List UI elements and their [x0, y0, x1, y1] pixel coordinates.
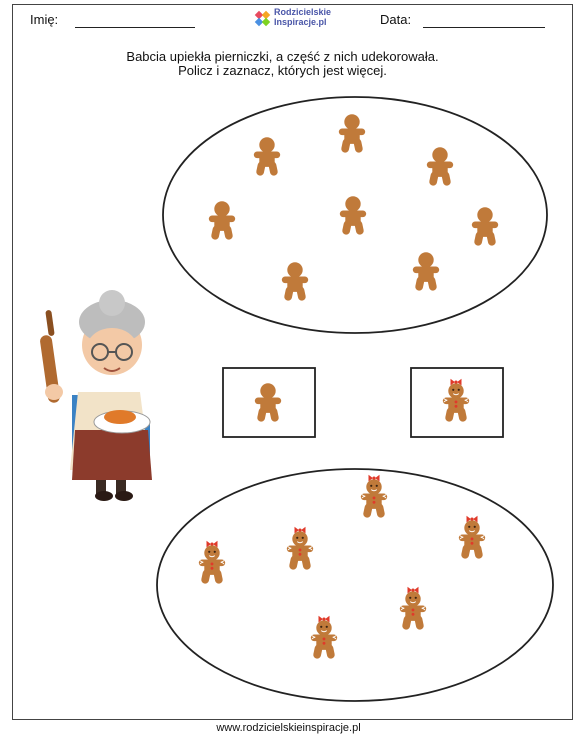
logo-line-1: Rodzicielskie — [274, 7, 332, 17]
logo-line-2: Inspiracje.pl — [274, 17, 327, 27]
name-label: Imię: — [30, 12, 59, 27]
gingerbread-cookie-icon — [340, 196, 366, 235]
gingerbread-cookie-icon — [361, 475, 387, 519]
date-label: Data: — [380, 12, 412, 27]
gingerbread-cookie-icon — [287, 527, 313, 571]
gingerbread-cookie-icon — [282, 262, 308, 301]
gingerbread-cookie-icon — [339, 114, 365, 153]
footer-url: www.rodzicielskieinspiracje.pl — [216, 722, 361, 734]
gingerbread-cookie-icon — [400, 587, 426, 631]
gingerbread-cookie-icon — [472, 207, 498, 246]
gingerbread-cookie-icon — [254, 137, 280, 176]
gingerbread-cookie-icon — [311, 616, 337, 660]
gingerbread-cookie-icon — [459, 516, 485, 560]
decorated-cookies-oval — [157, 469, 553, 701]
gingerbread-cookie-icon — [413, 252, 439, 291]
instruction-line-1: Babcia upiekła pierniczki, a część z nich udekorowała. — [126, 49, 439, 64]
gingerbread-cookie-icon — [209, 201, 235, 240]
gingerbread-cookie-icon — [199, 541, 225, 585]
gingerbread-cookie-icon — [427, 147, 453, 186]
instruction-line-2: Policz i zaznacz, których jest więcej. — [178, 63, 387, 78]
grandma-illustration — [39, 290, 152, 501]
